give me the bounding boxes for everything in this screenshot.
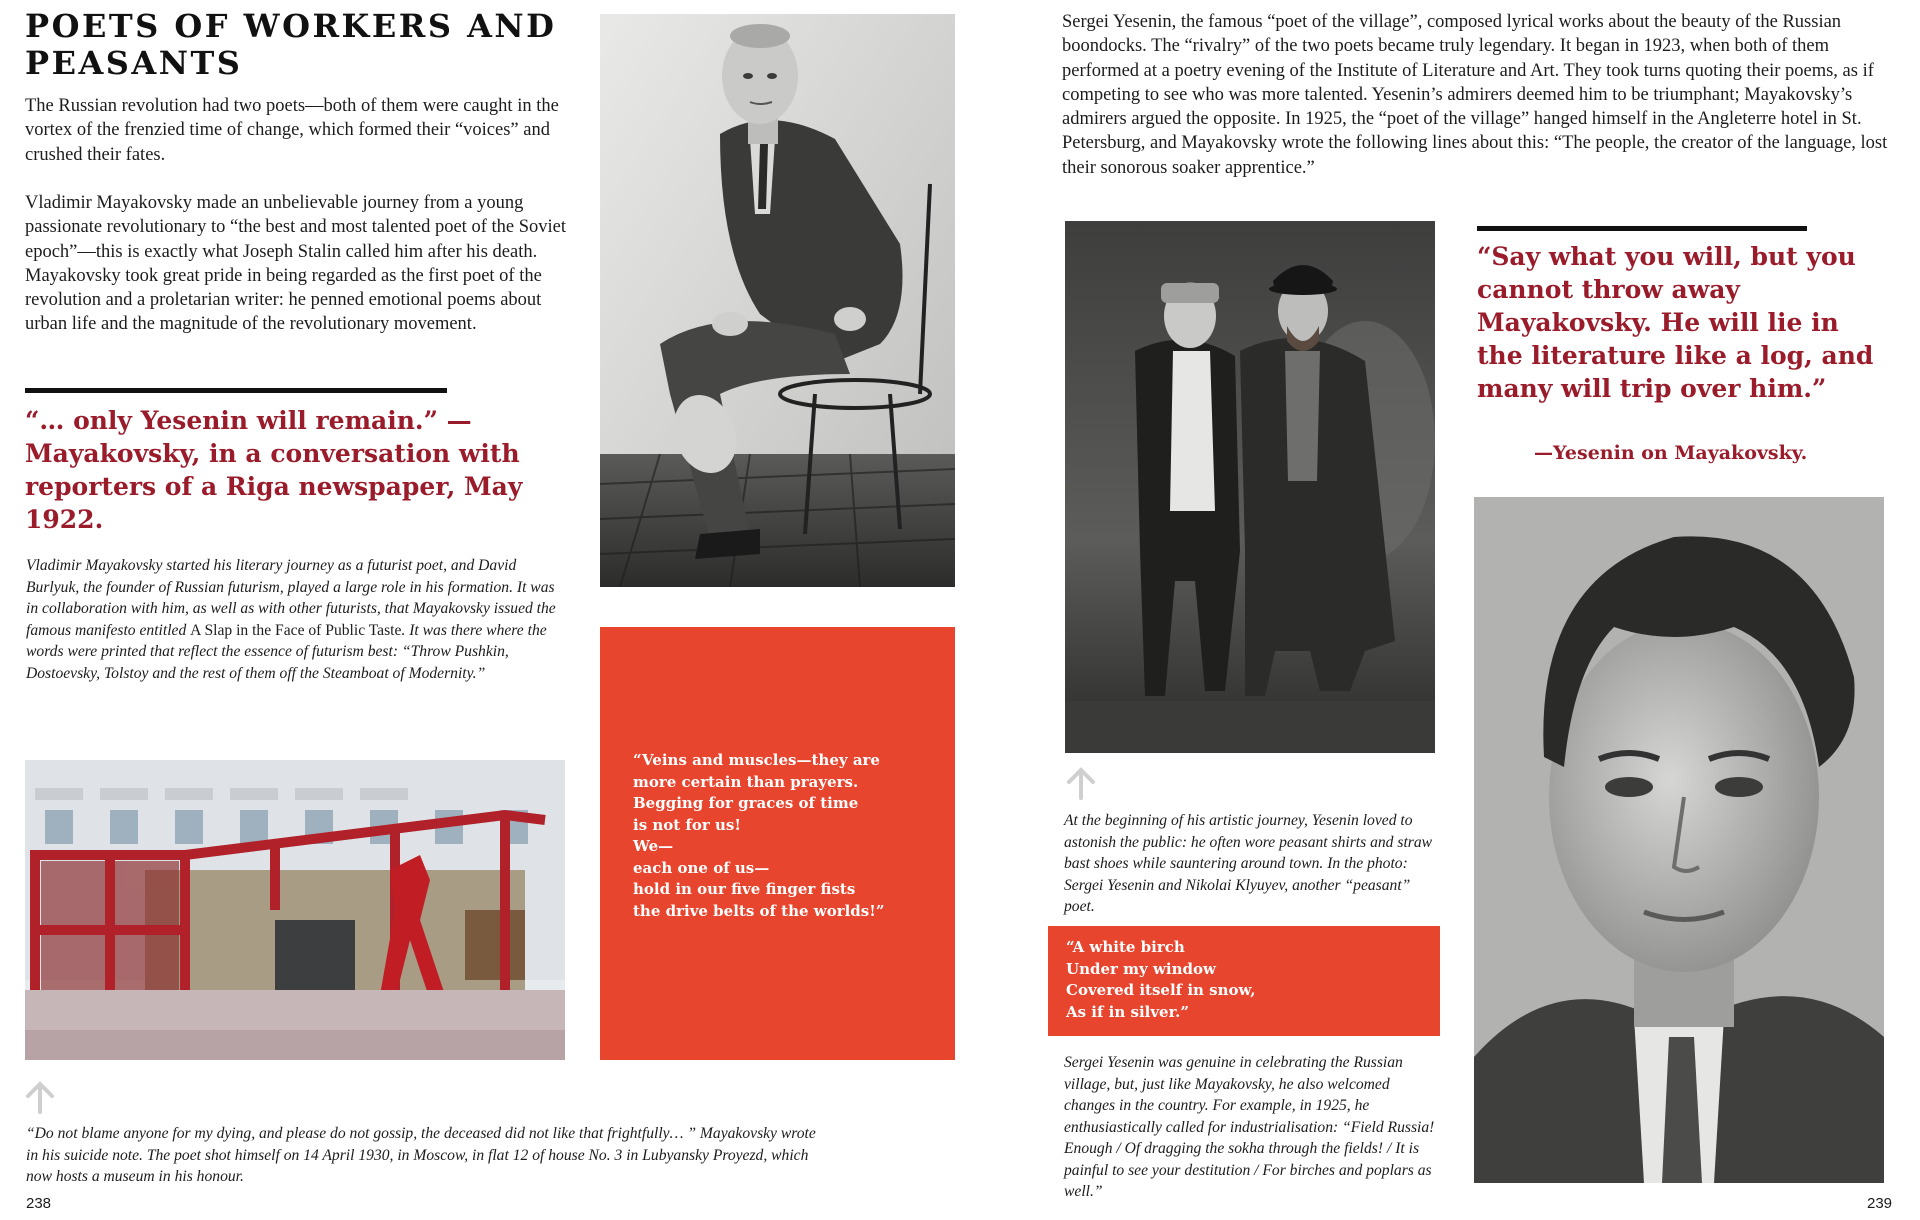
poem-line: We—: [633, 837, 674, 855]
pull-quote-yesenin: “Say what you will, but you cannot throw away Mayakovsky. He will lie in the literature like a log, and many will trip over him.”: [1477, 242, 1874, 403]
yesenin-poem-box: [1048, 926, 1440, 1036]
page-number-left: 238: [26, 1195, 52, 1212]
mayakovsky-paragraph: Vladimir Mayakovsky made an unbelievable journey from a young passionate revolutionary to “the best and most talented poet of the Soviet epoch”—this is exactly what Joseph Stalin called him after his death. Mayakovsky took great pride in being regarded as the first poet of the revolution and a proletarian writer: he penned emotional poems about urban life and the magnitude of the revolutionary movement.: [25, 193, 566, 335]
poem-line: more certain than prayers.: [633, 772, 859, 791]
manifesto-title: A Slap in the Face of Public Taste: [190, 621, 402, 639]
page-title: POETS OF WORKERS AND PEASANTS: [25, 7, 557, 82]
museum-building-photo: [25, 760, 565, 1060]
yesenin-klyuyev-photo: [1065, 221, 1435, 753]
poem-line: “Veins and muscles—they are: [633, 751, 880, 769]
page-number-right: 239: [1867, 1195, 1893, 1212]
suicide-note-caption: “Do not blame anyone for my dying, and please do not gossip, the deceased did not like that frightfully… ” Mayakovsky wrote in his suicide note. The poet shot himself on 14 April 1930, in Moscow, in flat 12 of house No. 3 in Lubyansky Proyezd, which now hosts a museum in his honour.: [26, 1125, 816, 1185]
poem-line: is not for us!: [633, 815, 741, 834]
poem-line: Begging for graces of time: [633, 794, 859, 812]
pull-quote-attribution: —Yesenin on Mayakovsky.: [1534, 442, 1808, 464]
poem-line: hold in our five finger fists: [633, 880, 856, 898]
yesenin-portrait-photo: [1474, 497, 1884, 1183]
peasant-shirt-caption: At the beginning of his artistic journey, Yesenin loved to astonish the public: he often wore peasant shirts and straw bast shoes while sauntering around town. In the photo: Sergei Yesenin and Nikolai Klyuyev, another “peasant” poet.: [1064, 812, 1433, 915]
poem-line: As if in silver.”: [1066, 1002, 1189, 1021]
poem-line: each one of us—: [633, 858, 770, 877]
yesenin-paragraph: Sergei Yesenin, the famous “poet of the village”, composed lyrical works about the beauty of the Russian boondocks. The “rivalry” of the two poets became truly legendary. It began in 1923, when both of them performed at a poetry evening of the Institute of Literature and Art. They took turns quoting their poems, as if competing to see who was more talented. Yesenin’s admirers deemed him to be triumphant; Mayakovsky’s admirers argued the opposite. In 1925, the “poet of the village” hanged himself in the Angleterre hotel in St. Petersburg, and Mayakovsky wrote the following lines about this: “The people, the creator of the language, lost their sonorous soaker apprentice.”: [1062, 12, 1888, 178]
poem-line: Under my window: [1066, 959, 1216, 978]
divider-rule: [1477, 226, 1807, 231]
poem-line: “A white birch: [1066, 938, 1185, 956]
poem-line: the drive belts of the worlds!”: [633, 901, 885, 920]
mayakovsky-portrait-photo: [600, 14, 955, 587]
village-caption: Sergei Yesenin was genuine in celebrating the Russian village, but, just like Mayakovsky, he also welcomed changes in the country. For example, in 1925, he enthusiastically called for industrialisation: “Field Russia! Enough / Of dragging the sokha through the fields! / It is painful to see your destitution / For birches and poplars as well.”: [1064, 1054, 1435, 1200]
divider-rule: [25, 388, 447, 393]
arrow-up-icon: [1064, 766, 1098, 800]
mayakovsky-poem-box: [600, 627, 955, 1060]
arrow-up-icon: [23, 1080, 57, 1114]
intro-paragraph: The Russian revolution had two poets—both of them were caught in the vortex of the frenzied time of change, which formed their “voices” and crushed their fates.: [25, 96, 559, 165]
futurist-caption: Vladimir Mayakovsky started his literary journey as a futurist poet, and David Burlyuk, the founder of Russian futurism, played a large role in his formation. It was in collaboration with him, as well as with other futurists, that Mayakovsky issued the famous manifesto entitled A Slap in the Face of Public Taste. It was there where the words were printed that reflect the essence of futurism best: “Throw Pushkin, Dostoevsky, Tolstoy and the rest of them off the Steamboat of Modernity.”: [26, 557, 556, 682]
poem-line: Covered itself in snow,: [1066, 981, 1256, 999]
pull-quote-mayakovsky: “… only Yesenin will remain.” —Mayakovsky, in a conversation with reporters of a Riga newspaper, May 1922.: [25, 406, 523, 534]
